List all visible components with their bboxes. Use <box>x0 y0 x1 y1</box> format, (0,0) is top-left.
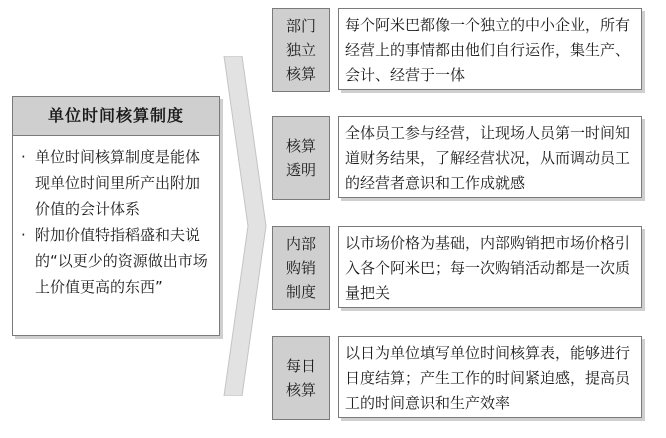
concept-bullet <box>21 222 211 300</box>
chevron-right-arrow-icon <box>222 56 268 396</box>
feature-label <box>272 116 330 200</box>
feature-label-text: 部门独立核算 <box>285 17 316 83</box>
feature-label <box>272 336 330 420</box>
feature-row <box>272 8 644 92</box>
feature-row <box>272 336 644 420</box>
feature-label <box>272 8 330 92</box>
feature-row <box>272 226 644 310</box>
concept-bullet <box>21 144 211 222</box>
concept-bullet-text: 单位时间核算制度是能体现单位时间里所产出附加价值的会计体系 <box>35 148 201 218</box>
concept-bullet-text: 附加价值特指稻盛和夫说的“以更少的资源做出市场上价值更高的东西” <box>35 226 208 296</box>
concept-card <box>12 96 220 336</box>
feature-row <box>272 116 644 200</box>
feature-description: 以市场价格为基础，内部购销把市场价格引入各个阿米巴；每一次购销活动都是一次质量把关 <box>338 226 642 308</box>
feature-description: 全体员工参与经营，让现场人员第一时间知道财务结果，了解经营状况，从而调动员工的经营者意识和工作成就感 <box>338 116 642 198</box>
bullet-dot-icon: · <box>21 148 26 166</box>
feature-label-text: 每日核算 <box>285 357 316 399</box>
feature-label-text: 内部购销制度 <box>285 235 316 301</box>
concept-title: 单位时间核算制度 <box>13 97 219 136</box>
bullet-dot-icon: · <box>21 226 26 244</box>
feature-description: 以日为单位填写单位时间核算表，能够进行日度结算；产生工作的时间紧迫感，提高员工的时间意识和生产效率 <box>338 336 642 418</box>
concept-body <box>13 136 219 300</box>
feature-description: 每个阿米巴都像一个独立的中小企业，所有经营上的事情都由他们自行运作，集生产、会计、经营于一体 <box>338 8 642 90</box>
feature-label <box>272 226 330 310</box>
feature-label-text: 核算透明 <box>285 137 316 179</box>
